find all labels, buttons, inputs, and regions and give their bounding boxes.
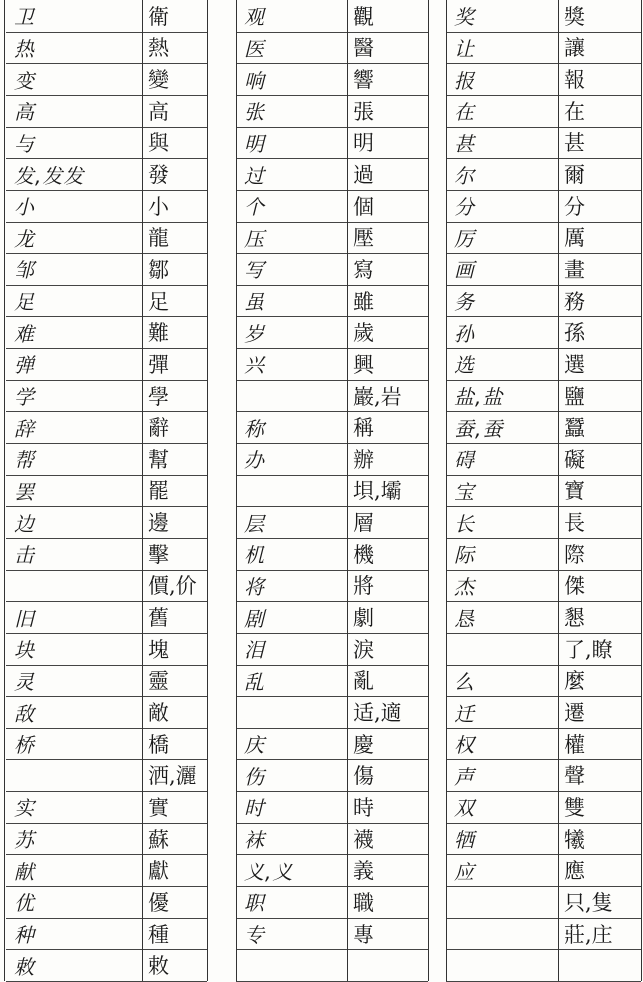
table-row — [446, 886, 641, 919]
column-divider — [236, 0, 237, 981]
simplified-char: 盐,盐 — [454, 385, 504, 410]
traditional-char: 垻,壩 — [353, 479, 402, 504]
traditional-char: 辦 — [353, 447, 374, 472]
table-row — [446, 949, 641, 982]
traditional-char: 蠶 — [564, 416, 585, 441]
simplified-char: 邹 — [14, 258, 35, 283]
simplified-char: 击 — [14, 543, 35, 568]
table-row — [446, 443, 641, 476]
simplified-char: 袜 — [244, 828, 265, 853]
simplified-char: 报 — [454, 68, 475, 93]
table-row — [6, 823, 207, 856]
table-row — [236, 316, 428, 349]
table-row — [236, 443, 428, 476]
simplified-char: 义,义 — [244, 859, 294, 884]
column-divider — [142, 0, 143, 981]
simplified-char: 机 — [244, 543, 265, 568]
table-row — [236, 158, 428, 191]
simplified-char: 厉 — [454, 226, 475, 251]
simplified-char: 职 — [244, 891, 265, 916]
traditional-char: 寫 — [353, 257, 374, 282]
table-row — [236, 665, 428, 698]
simplified-char: 医 — [244, 36, 265, 61]
column-divider — [428, 0, 429, 981]
simplified-char: 专 — [244, 923, 265, 948]
table-row — [446, 0, 641, 33]
table-row — [236, 0, 428, 33]
table-row — [6, 696, 207, 729]
traditional-char: 雙 — [564, 795, 585, 820]
traditional-char: 權 — [564, 732, 585, 757]
simplified-char: 热 — [14, 36, 35, 61]
simplified-char: 足 — [14, 290, 35, 315]
simplified-char: 在 — [454, 100, 475, 125]
simplified-char: 罢 — [14, 479, 35, 504]
table-row — [236, 95, 428, 128]
table-row — [446, 32, 641, 65]
table-row — [236, 190, 428, 223]
traditional-char: 适,適 — [353, 701, 402, 725]
traditional-char: 犧 — [564, 827, 585, 852]
simplified-char: 过 — [244, 163, 265, 188]
traditional-char: 獻 — [148, 859, 169, 884]
table-row — [236, 380, 428, 413]
table-row — [6, 32, 207, 65]
simplified-char: 张 — [244, 100, 265, 125]
traditional-char: 觀 — [353, 4, 374, 29]
traditional-char: 擊 — [148, 542, 169, 567]
table-row — [6, 665, 207, 698]
table-row — [446, 696, 641, 729]
traditional-char: 價,价 — [148, 574, 197, 599]
traditional-char: 分 — [564, 194, 585, 219]
table-row — [6, 475, 207, 508]
table-row — [446, 506, 641, 539]
traditional-char: 雖 — [353, 289, 374, 314]
traditional-char: 寶 — [564, 479, 585, 504]
simplified-char: 难 — [14, 321, 35, 346]
simplified-char: 个 — [244, 195, 265, 220]
table-row — [446, 253, 641, 286]
simplified-char: 优 — [14, 891, 35, 916]
traditional-char: 罷 — [148, 479, 169, 504]
table-row — [236, 63, 428, 96]
traditional-char: 長 — [564, 511, 585, 536]
table-row — [236, 570, 428, 603]
traditional-char: 塊 — [148, 637, 169, 662]
table-row — [6, 443, 207, 476]
table-row — [6, 854, 207, 887]
simplified-char: 敌 — [14, 701, 35, 726]
traditional-char: 職 — [353, 890, 374, 915]
traditional-char: 優 — [148, 890, 169, 915]
table-row — [6, 506, 207, 539]
traditional-char: 報 — [564, 68, 585, 93]
table-row — [236, 538, 428, 571]
traditional-char: 興 — [353, 352, 374, 377]
traditional-char: 襪 — [353, 827, 374, 852]
table-row — [6, 728, 207, 761]
simplified-char: 恳 — [454, 606, 475, 631]
table-row — [236, 791, 428, 824]
table-row — [446, 665, 641, 698]
traditional-char: 邊 — [148, 511, 169, 536]
simplified-char: 么 — [454, 669, 475, 694]
table-row — [6, 411, 207, 444]
table-row — [6, 285, 207, 318]
table-row — [446, 190, 641, 223]
simplified-char: 献 — [14, 859, 35, 884]
table-column-1 — [0, 0, 207, 981]
traditional-char: 傷 — [353, 764, 374, 789]
traditional-char: 了,瞭 — [564, 637, 613, 662]
table-row — [236, 823, 428, 856]
table-row — [446, 411, 641, 444]
traditional-char: 聲 — [564, 764, 585, 789]
table-row — [6, 95, 207, 128]
table-row — [6, 63, 207, 96]
table-row — [446, 222, 641, 255]
table-row — [6, 348, 207, 381]
table-row — [6, 316, 207, 349]
table-row — [236, 253, 428, 286]
table-row — [236, 475, 428, 508]
simplified-char: 乱 — [244, 669, 265, 694]
table-row — [6, 886, 207, 919]
table-row — [446, 791, 641, 824]
traditional-char: 獎 — [564, 4, 585, 29]
simplified-char: 双 — [454, 796, 475, 821]
traditional-char: 孫 — [564, 321, 585, 346]
table-row — [446, 759, 641, 792]
traditional-char: 橋 — [148, 732, 169, 757]
table-row — [6, 127, 207, 160]
traditional-char: 難 — [148, 321, 169, 346]
traditional-char: 爾 — [564, 163, 585, 188]
table-row — [236, 506, 428, 539]
traditional-char: 專 — [353, 922, 374, 947]
simplified-char: 泪 — [244, 638, 265, 663]
traditional-char: 足 — [148, 289, 169, 314]
table-row — [236, 633, 428, 666]
simplified-char: 压 — [244, 226, 265, 251]
simplified-char: 观 — [244, 5, 265, 30]
table-row — [236, 918, 428, 951]
traditional-char: 巖,岩 — [353, 384, 402, 409]
traditional-char: 應 — [564, 859, 585, 884]
simplified-char: 弹 — [14, 353, 35, 378]
table-row — [236, 348, 428, 381]
table-row — [446, 158, 641, 191]
traditional-char: 明 — [353, 131, 374, 156]
traditional-char: 選 — [564, 352, 585, 377]
simplified-char: 选 — [454, 353, 475, 378]
simplified-char: 桥 — [14, 733, 35, 758]
traditional-char: 歲 — [353, 321, 374, 346]
traditional-char: 厲 — [564, 226, 585, 251]
traditional-char: 高 — [148, 99, 169, 124]
table-row — [446, 728, 641, 761]
table-row — [6, 190, 207, 223]
simplified-char: 蚕,蚕 — [454, 416, 504, 441]
table-row — [6, 759, 207, 792]
simplified-char: 声 — [454, 764, 475, 789]
traditional-char: 幫 — [148, 447, 169, 472]
traditional-char: 鄒 — [148, 257, 169, 282]
traditional-char: 靈 — [148, 669, 169, 694]
column-divider — [446, 0, 447, 981]
simplified-char: 变 — [14, 68, 35, 93]
traditional-char: 機 — [353, 542, 374, 567]
simplified-char: 旧 — [14, 606, 35, 631]
traditional-char: 壓 — [353, 226, 374, 251]
simplified-char: 虽 — [244, 290, 265, 315]
traditional-char: 際 — [564, 542, 585, 567]
simplified-char: 尔 — [454, 163, 475, 188]
table-row — [446, 854, 641, 887]
traditional-char: 只,隻 — [564, 890, 613, 915]
table-row — [446, 95, 641, 128]
traditional-char: 層 — [353, 511, 374, 536]
traditional-char: 與 — [148, 131, 169, 156]
traditional-char: 甚 — [564, 131, 585, 156]
simplified-char: 块 — [14, 638, 35, 663]
table-row — [446, 570, 641, 603]
table-row — [6, 601, 207, 634]
traditional-char: 傑 — [564, 574, 585, 599]
simplified-char: 应 — [454, 859, 475, 884]
traditional-char: 將 — [353, 574, 374, 599]
table-row — [236, 601, 428, 634]
simplified-char: 伤 — [244, 764, 265, 789]
simplified-char: 卫 — [14, 5, 35, 30]
simplified-char: 分 — [454, 195, 475, 220]
simplified-char: 苏 — [14, 828, 35, 853]
table-row — [446, 475, 641, 508]
simplified-char: 敕 — [14, 954, 35, 979]
simplified-char: 龙 — [14, 226, 35, 251]
simplified-char: 明 — [244, 131, 265, 156]
traditional-char: 舊 — [148, 606, 169, 631]
traditional-char: 鹽 — [564, 384, 585, 409]
table-row — [236, 886, 428, 919]
traditional-char: 畫 — [564, 257, 585, 282]
simplified-char: 实 — [14, 796, 35, 821]
simplified-char: 碍 — [454, 448, 475, 473]
traditional-char: 莊,庄 — [564, 922, 613, 947]
table-row — [446, 316, 641, 349]
traditional-char: 小 — [148, 194, 169, 219]
simplified-char: 写 — [244, 258, 265, 283]
traditional-char: 發 — [148, 163, 169, 188]
traditional-char: 敕 — [148, 954, 169, 979]
simplified-char: 迁 — [454, 701, 475, 726]
table-row — [236, 696, 428, 729]
traditional-char: 慶 — [353, 732, 374, 757]
table-row — [6, 380, 207, 413]
simplified-char: 称 — [244, 416, 265, 441]
table-row — [446, 285, 641, 318]
table-row — [236, 949, 428, 982]
traditional-char: 實 — [148, 795, 169, 820]
simplified-char: 辞 — [14, 416, 35, 441]
simplified-char: 牺 — [454, 828, 475, 853]
simplified-char: 时 — [244, 796, 265, 821]
table-row — [6, 633, 207, 666]
simplified-char: 奖 — [454, 5, 475, 30]
simplified-char: 帮 — [14, 448, 35, 473]
table-row — [236, 854, 428, 887]
traditional-char: 變 — [148, 68, 169, 93]
simplified-char: 际 — [454, 543, 475, 568]
table-row — [236, 127, 428, 160]
traditional-char: 懇 — [564, 606, 585, 631]
traditional-char: 個 — [353, 194, 374, 219]
table-row — [446, 823, 641, 856]
table-row — [236, 411, 428, 444]
column-divider — [4, 0, 5, 981]
traditional-char: 時 — [353, 795, 374, 820]
traditional-char: 洒,灑 — [148, 764, 197, 789]
table-row — [6, 253, 207, 286]
simplified-char: 学 — [14, 385, 35, 410]
traditional-char: 熱 — [148, 36, 169, 61]
table-row — [6, 158, 207, 191]
table-column-3 — [440, 0, 643, 981]
table-row — [6, 791, 207, 824]
table-row — [6, 570, 207, 603]
table-column-2 — [220, 0, 428, 981]
simplified-char: 层 — [244, 511, 265, 536]
simplified-char: 响 — [244, 68, 265, 93]
simplified-char: 边 — [14, 511, 35, 536]
simplified-char: 庆 — [244, 733, 265, 758]
table-row — [6, 222, 207, 255]
traditional-char: 彈 — [148, 352, 169, 377]
table-row — [446, 601, 641, 634]
traditional-char: 醫 — [353, 36, 374, 61]
table-row — [236, 222, 428, 255]
simplified-char: 甚 — [454, 131, 475, 156]
traditional-char: 龍 — [148, 226, 169, 251]
table-row — [446, 380, 641, 413]
table-row — [446, 918, 641, 951]
traditional-char: 敵 — [148, 701, 169, 725]
table-row — [236, 728, 428, 761]
table-row — [6, 538, 207, 571]
simplified-char: 灵 — [14, 669, 35, 694]
simplified-char: 长 — [454, 511, 475, 536]
table-row — [6, 918, 207, 951]
traditional-char: 亂 — [353, 669, 374, 694]
simplified-char: 与 — [14, 131, 35, 156]
traditional-char: 麼 — [564, 669, 585, 694]
traditional-char: 辭 — [148, 416, 169, 441]
traditional-char: 劇 — [353, 606, 374, 631]
table-row — [236, 759, 428, 792]
simplified-char: 宝 — [454, 479, 475, 504]
traditional-char: 過 — [353, 163, 374, 188]
table-row — [446, 348, 641, 381]
traditional-char: 在 — [564, 99, 585, 124]
simplified-char: 杰 — [454, 574, 475, 599]
table-row — [446, 538, 641, 571]
simplified-char: 画 — [454, 258, 475, 283]
simplified-char: 兴 — [244, 353, 265, 378]
traditional-char: 礙 — [564, 447, 585, 472]
traditional-char: 衛 — [148, 4, 169, 29]
simplified-char: 发,发发 — [14, 163, 85, 188]
table-row — [446, 633, 641, 666]
simplified-char: 让 — [454, 36, 475, 61]
traditional-char: 種 — [148, 922, 169, 947]
column-divider — [558, 0, 559, 981]
traditional-char: 張 — [353, 99, 374, 124]
simplified-char: 小 — [14, 195, 35, 220]
traditional-char: 遷 — [564, 701, 585, 725]
traditional-char: 稱 — [353, 416, 374, 441]
simplified-char: 权 — [454, 733, 475, 758]
column-divider — [347, 0, 348, 981]
traditional-char: 蘇 — [148, 827, 169, 852]
simplified-char: 高 — [14, 100, 35, 125]
table-row — [446, 63, 641, 96]
simplified-char: 种 — [14, 923, 35, 948]
table-row — [236, 285, 428, 318]
column-divider — [641, 0, 642, 981]
simplified-char: 孙 — [454, 321, 475, 346]
traditional-char: 讓 — [564, 36, 585, 61]
column-divider — [207, 0, 208, 981]
traditional-char: 響 — [353, 68, 374, 93]
traditional-char: 學 — [148, 384, 169, 409]
simplified-char: 岁 — [244, 321, 265, 346]
table-row — [6, 0, 207, 33]
simplified-char: 将 — [244, 574, 265, 599]
traditional-char: 務 — [564, 289, 585, 314]
table-row — [6, 949, 207, 982]
simplified-char: 务 — [454, 290, 475, 315]
traditional-char: 淚 — [353, 637, 374, 662]
simplified-char: 剧 — [244, 606, 265, 631]
table-row — [236, 32, 428, 65]
simplified-char: 办 — [244, 448, 265, 473]
traditional-char: 義 — [353, 859, 374, 884]
table-row — [446, 127, 641, 160]
